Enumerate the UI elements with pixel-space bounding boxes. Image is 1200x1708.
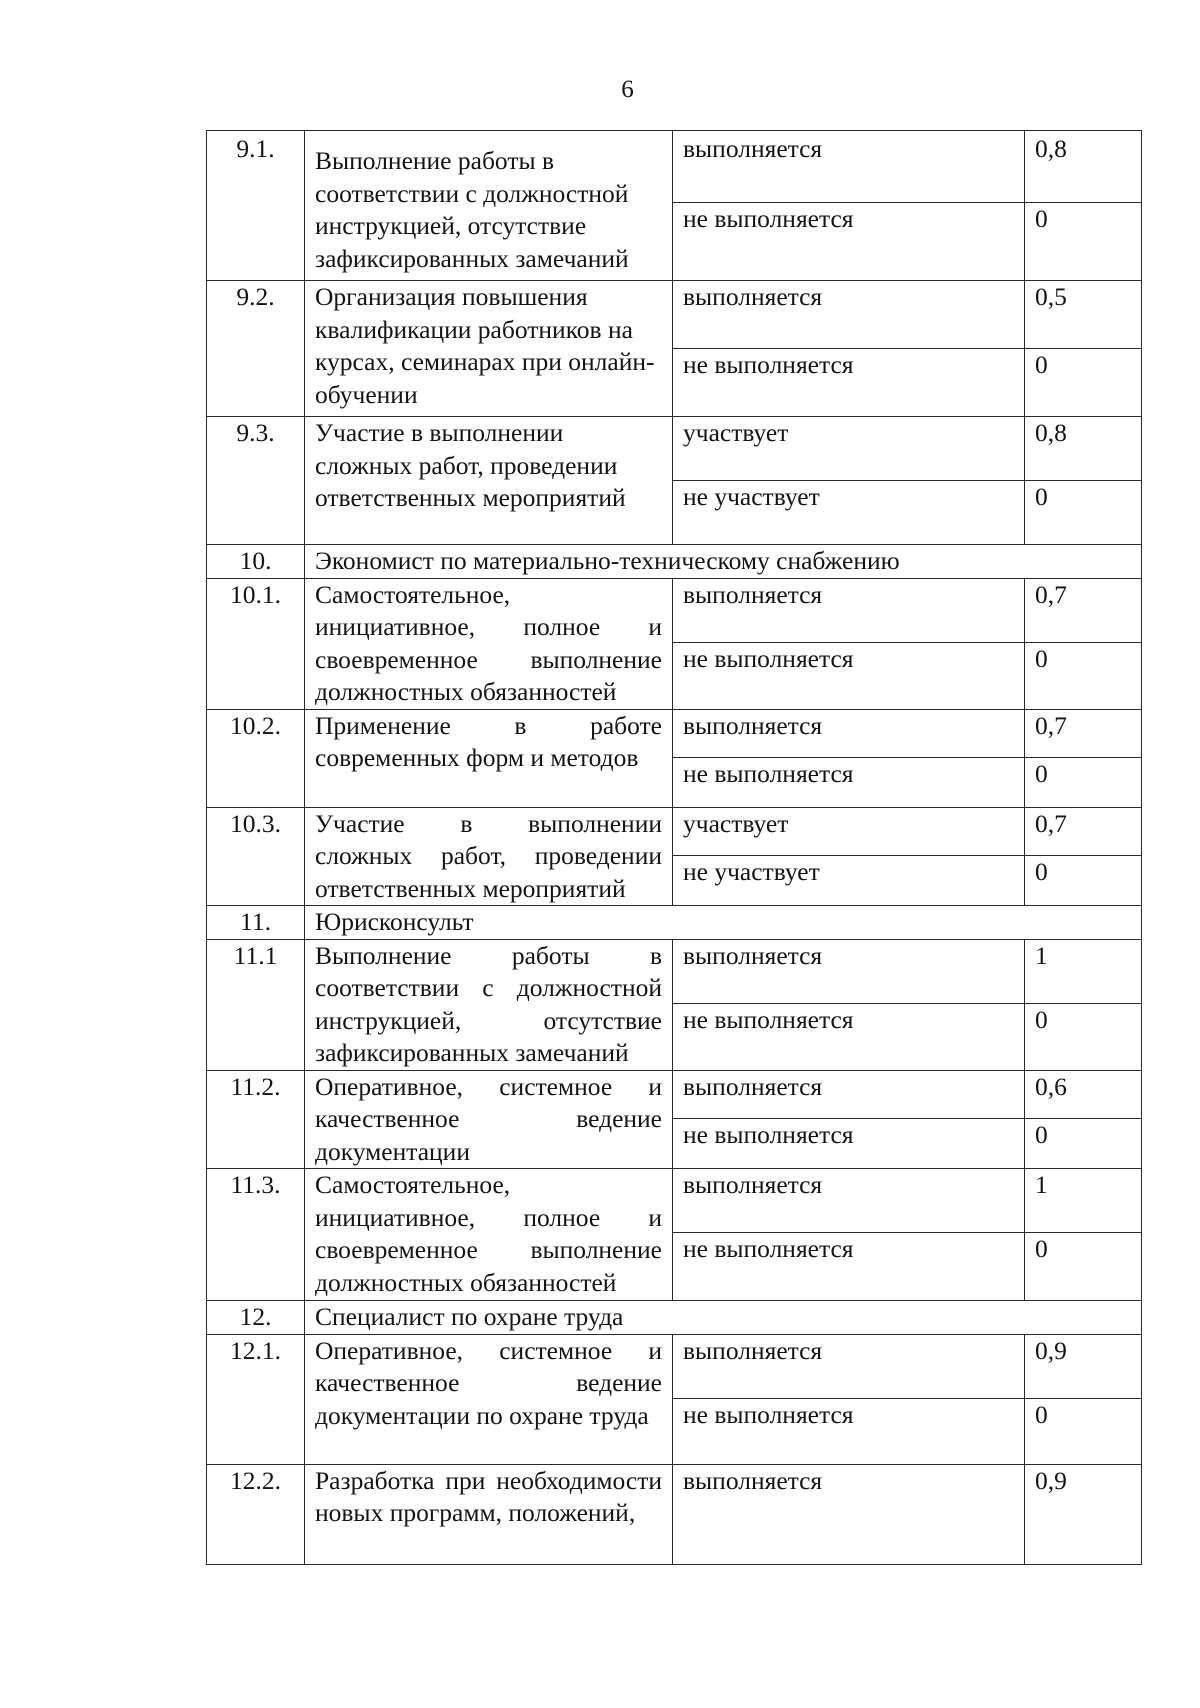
option-status: не выполняется [673,203,1025,281]
option-status: выполняется [673,709,1025,757]
option-status: не участвует [673,481,1025,545]
option-status: не выполняется [673,642,1025,709]
item-description: Оперативное, системное и качественное ведение документации [305,1070,673,1169]
item-description: Самостоятельное, инициативное, полное и своевременное выполнение должностных обязанностей [305,578,673,709]
section-number: 11. [207,906,305,940]
section-number: 12. [207,1301,305,1335]
item-description: Организация повышения квалификации работников на курсах, семинарах при онлайн-обучении [305,281,673,417]
item-description: Самостоятельное, инициативное, полное и своевременное выполнение должностных обязанностей [305,1169,673,1301]
section-number: 10. [207,545,305,579]
option-status: не выполняется [673,349,1025,417]
option-value: 0 [1025,757,1142,807]
option-status: выполняется [673,1334,1025,1398]
item-number: 10.3. [207,807,305,906]
option-value: 0 [1025,855,1142,905]
option-value: 0 [1025,1003,1142,1070]
option-status: выполняется [673,1070,1025,1118]
option-value: 1 [1025,1169,1142,1233]
section-row [207,1301,1142,1335]
table-row [207,281,1142,349]
option-value: 0,9 [1025,1334,1142,1398]
option-status: не выполняется [673,1233,1025,1301]
item-number: 9.1. [207,131,305,281]
table-row [207,1464,1142,1564]
option-value: 0,7 [1025,709,1142,757]
item-description: Участие в выполнении сложных работ, проведении ответственных мероприятий [305,417,673,545]
section-row [207,906,1142,940]
option-status: не выполняется [673,1398,1025,1464]
item-number: 11.2. [207,1070,305,1169]
option-status: не участвует [673,855,1025,905]
option-value: 0,7 [1025,807,1142,855]
option-status: участвует [673,807,1025,855]
option-status: выполняется [673,1169,1025,1233]
option-value: 0 [1025,1398,1142,1464]
item-description: Оперативное, системное и качественное ведение документации по охране труда [305,1334,673,1464]
table-row [207,417,1142,481]
item-number: 11.1 [207,939,305,1070]
option-value: 0 [1025,481,1142,545]
item-description: Применение в работе современных форм и методов [305,709,673,807]
option-value: 0,7 [1025,578,1142,642]
item-number: 10.2. [207,709,305,807]
option-status: выполняется [673,281,1025,349]
option-status: не выполняется [673,1118,1025,1168]
item-description: Выполнение работы в соответствии с должностной инструкцией, отсутствие зафиксированных замечаний [305,131,673,281]
table-row [207,939,1142,1003]
item-number: 11.3. [207,1169,305,1301]
table-row [207,807,1142,855]
option-value: 0 [1025,1233,1142,1301]
table-row [207,131,1142,203]
item-number: 9.3. [207,417,305,545]
item-description: Выполнение работы в соответствии с должностной инструкцией, отсутствие зафиксированных замечаний [305,939,673,1070]
option-status: не выполняется [673,757,1025,807]
option-value: 0 [1025,203,1142,281]
item-number: 10.1. [207,578,305,709]
option-status: выполняется [673,939,1025,1003]
section-row [207,545,1142,579]
option-value: 0,8 [1025,417,1142,481]
option-status: не выполняется [673,1003,1025,1070]
option-value: 0,6 [1025,1070,1142,1118]
option-value: 0 [1025,642,1142,709]
item-number: 9.2. [207,281,305,417]
table-row [207,1070,1142,1118]
criteria-table [206,130,1142,1565]
option-status: участвует [673,417,1025,481]
option-value: 0,9 [1025,1464,1142,1564]
option-status: выполняется [673,578,1025,642]
option-value: 0 [1025,1118,1142,1168]
option-status: выполняется [673,131,1025,203]
table-row [207,578,1142,642]
option-status: выполняется [673,1464,1025,1564]
section-title: Экономист по материально-техническому снабжению [305,545,1142,579]
option-value: 0 [1025,349,1142,417]
section-title: Юрисконсульт [305,906,1142,940]
table-row [207,1169,1142,1233]
table-row [207,1334,1142,1398]
item-number: 12.1. [207,1334,305,1464]
option-value: 0,8 [1025,131,1142,203]
option-value: 0,5 [1025,281,1142,349]
item-number: 12.2. [207,1464,305,1564]
option-value: 1 [1025,939,1142,1003]
item-description: Разработка при необходимости новых программ, положений, [305,1464,673,1564]
table-row [207,709,1142,757]
section-title: Специалист по охране труда [305,1301,1142,1335]
page-number: 6 [621,76,634,103]
item-description: Участие в выполнении сложных работ, проведении ответственных мероприятий [305,807,673,906]
